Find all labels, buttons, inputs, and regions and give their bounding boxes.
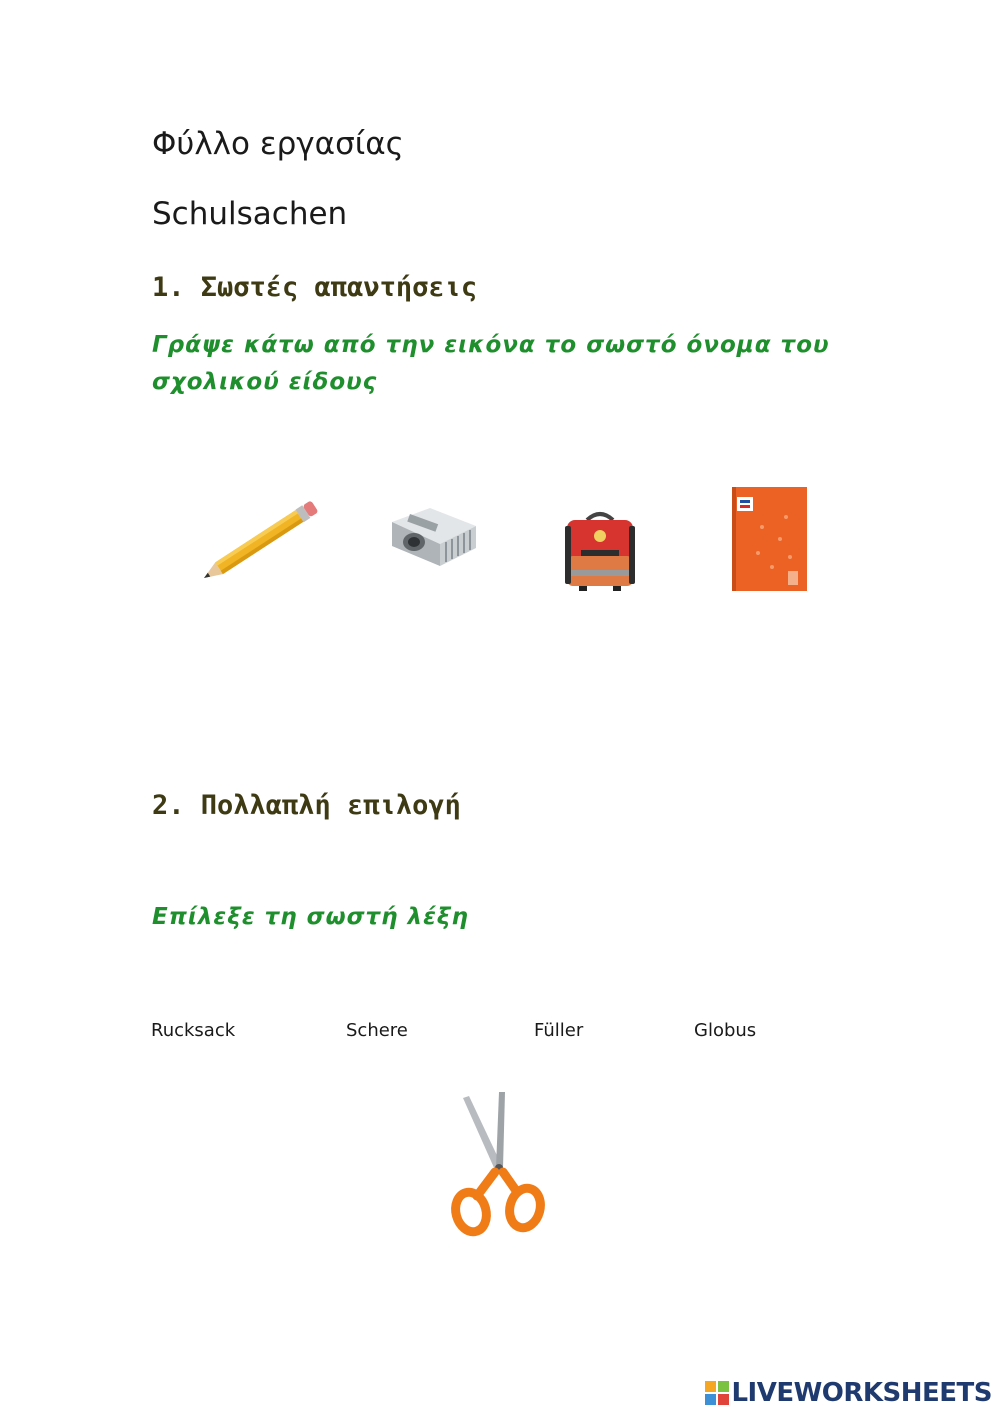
- section-2-heading: 2. Πολλαπλή επιλογή: [152, 790, 461, 821]
- backpack-image: [561, 508, 639, 592]
- option-rucksack[interactable]: Rucksack: [151, 1020, 236, 1041]
- option-schere[interactable]: Schere: [346, 1020, 408, 1041]
- option-globus[interactable]: Globus: [694, 1020, 757, 1041]
- sharpener-image: [386, 500, 482, 570]
- worksheet-subtitle: Schulsachen: [152, 196, 348, 232]
- section-1-instruction-line-1: Γράψε κάτω από την εικόνα το σωστό όνομα του: [152, 332, 830, 358]
- section-1-instruction-line-2: σχολικού είδους: [152, 369, 378, 395]
- pencil-image: [198, 508, 313, 584]
- option-fueller[interactable]: Füller: [534, 1020, 584, 1041]
- scissors-image: [445, 1088, 550, 1238]
- section-1-instruction: [152, 327, 872, 401]
- section-1-heading: 1. Σωστές απαντήσεις: [152, 272, 478, 303]
- notebook-image: [732, 487, 807, 591]
- liveworksheets-logo: [705, 1376, 992, 1410]
- brand-name: LIVEWORKSHEETS: [731, 1378, 992, 1408]
- logo-blocks-icon: [705, 1381, 729, 1405]
- worksheet-title: Φύλλο εργασίας: [152, 126, 404, 162]
- section-2-instruction: Επίλεξε τη σωστή λέξη: [152, 904, 469, 930]
